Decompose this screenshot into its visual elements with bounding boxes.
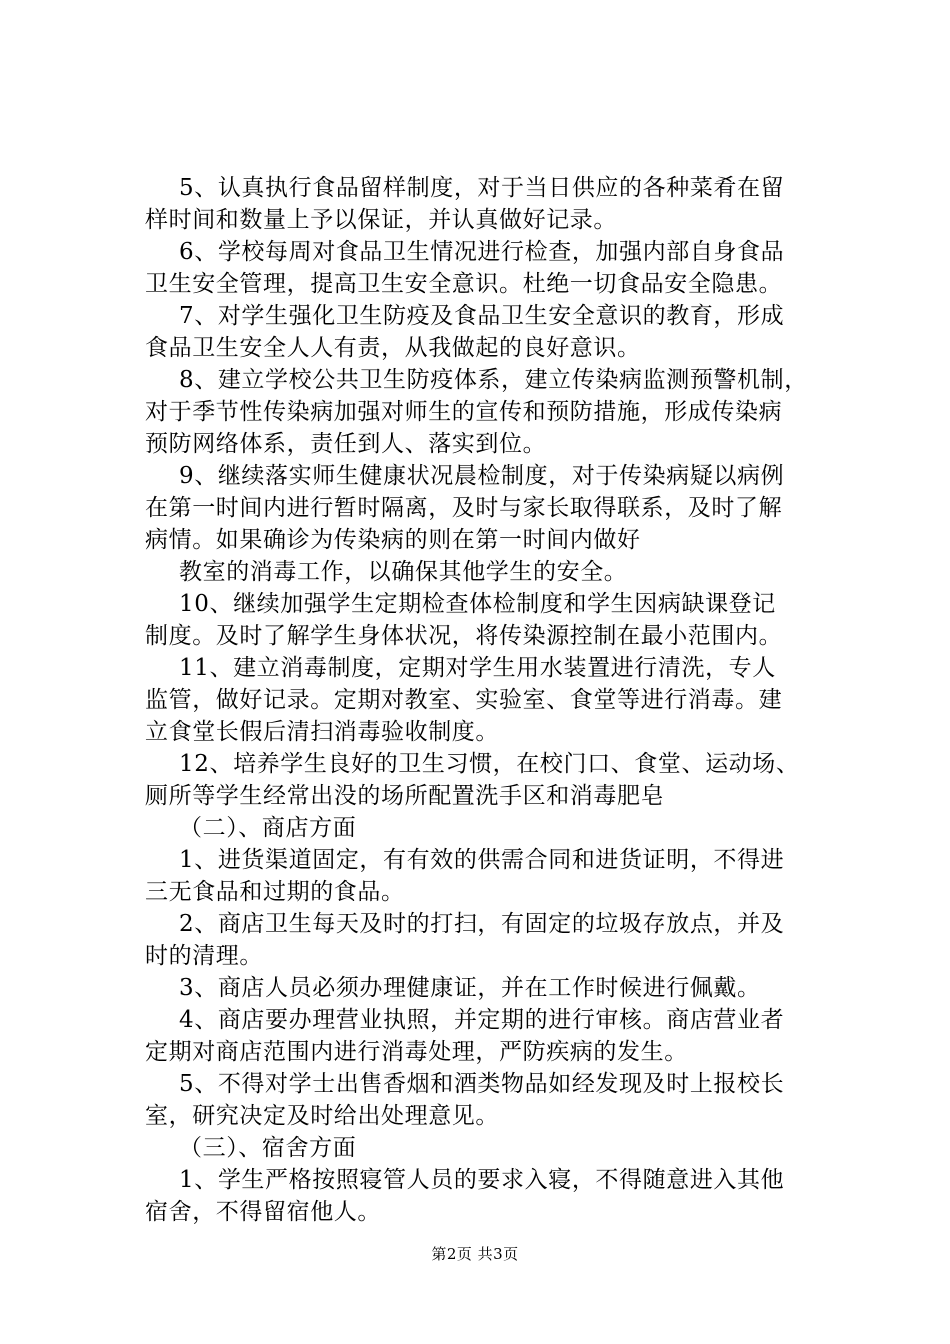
text-line: 监管，做好记录。定期对教室、实验室、食堂等进行消毒。建 bbox=[145, 687, 783, 713]
text-line: 11、建立消毒制度，定期对学生用水装置进行清洗，专人 bbox=[179, 655, 776, 681]
text-line: 5、认真执行食品留样制度，对于当日供应的各种菜肴在留 bbox=[179, 175, 785, 201]
text-line: 在第一时间内进行暂时隔离，及时与家长取得联系，及时了解 bbox=[145, 495, 783, 521]
text-line: 卫生安全管理，提高卫生安全意识。杜绝一切食品安全隐患。 bbox=[145, 271, 783, 297]
text-line: 教室的消毒工作，以确保其他学生的安全。 bbox=[179, 559, 628, 585]
text-line: 1、进货渠道固定，有有效的供需合同和进货证明，不得进 bbox=[179, 847, 785, 873]
text-line: 8、建立学校公共卫生防疫体系，建立传染病监测预警机制， bbox=[179, 367, 808, 393]
text-line: 立食堂长假后清扫消毒验收制度。 bbox=[145, 719, 499, 745]
text-line: 6、学校每周对食品卫生情况进行检查，加强内部自身食品 bbox=[179, 239, 785, 265]
text-line: 样时间和数量上予以保证，并认真做好记录。 bbox=[145, 207, 617, 233]
text-line: 3、商店人员必须办理健康证，并在工作时候进行佩戴。 bbox=[179, 975, 761, 1001]
text-line: 室，研究决定及时给出处理意见。 bbox=[145, 1103, 499, 1129]
text-line: 9、继续落实师生健康状况晨检制度，对于传染病疑以病例 bbox=[179, 463, 785, 489]
text-line: 对于季节性传染病加强对师生的宣传和预防措施，形成传染病 bbox=[145, 399, 783, 425]
text-line: （二）、商店方面 bbox=[179, 815, 357, 841]
text-line: 4、商店要办理营业执照，并定期的进行审核。商店营业者 bbox=[179, 1007, 785, 1033]
text-line: 12、培养学生良好的卫生习惯，在校门口、食堂、运动场、 bbox=[179, 751, 800, 777]
text-line: 病情。如果确诊为传染病的则在第一时间内做好 bbox=[145, 527, 641, 553]
text-line: （三）、宿舍方面 bbox=[179, 1135, 357, 1161]
document-body bbox=[145, 172, 835, 1228]
text-line: 时的清理。 bbox=[145, 943, 263, 969]
text-line: 宿舍，不得留宿他人。 bbox=[145, 1199, 381, 1225]
text-line: 7、对学生强化卫生防疫及食品卫生安全意识的教育，形成 bbox=[179, 303, 785, 329]
text-line: 厕所等学生经常出没的场所配置洗手区和消毒肥皂 bbox=[145, 783, 665, 809]
text-line: 10、继续加强学生定期检查体检制度和学生因病缺课登记 bbox=[179, 591, 776, 617]
text-line: 三无食品和过期的食品。 bbox=[145, 879, 405, 905]
text-line: 制度。及时了解学生身体状况，将传染源控制在最小范围内。 bbox=[145, 623, 783, 649]
text-line: 定期对商店范围内进行消毒处理，严防疾病的发生。 bbox=[145, 1039, 688, 1065]
text-line: 食品卫生安全人人有责，从我做起的良好意识。 bbox=[145, 335, 641, 361]
page-number-footer: 第2页 共3页 bbox=[431, 1245, 519, 1263]
text-line: 2、商店卫生每天及时的打扫，有固定的垃圾存放点，并及 bbox=[179, 911, 785, 937]
text-line: 5、不得对学士出售香烟和酒类物品如经发现及时上报校长 bbox=[179, 1071, 785, 1097]
text-line: 预防网络体系，责任到人、落实到位。 bbox=[145, 431, 547, 457]
text-line: 1、学生严格按照寝管人员的要求入寝，不得随意进入其他 bbox=[179, 1167, 785, 1193]
